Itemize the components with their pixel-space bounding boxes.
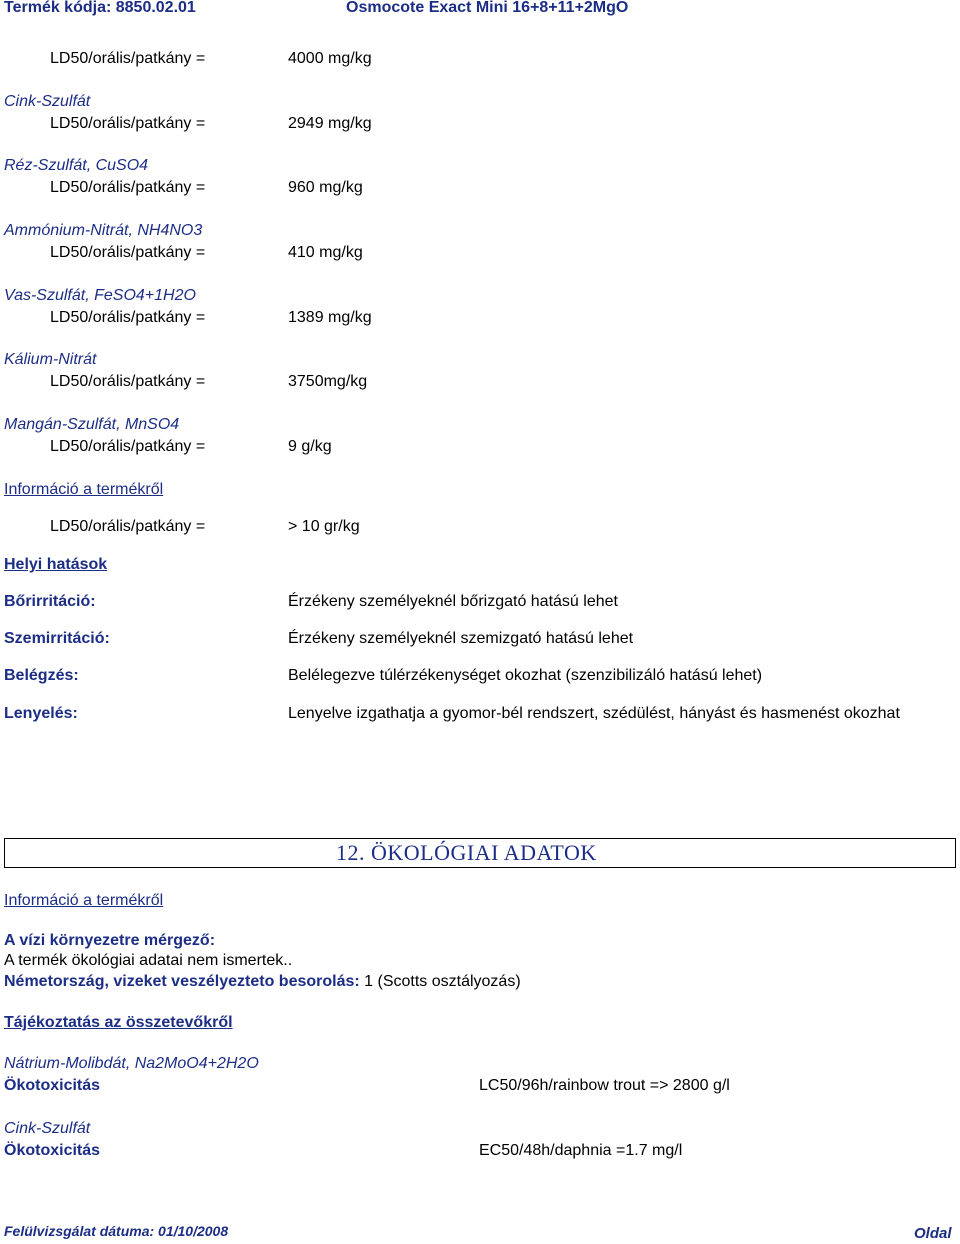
germany-classification [4,972,521,992]
effect-text: Érzékeny személyeknél szemizgató hatású lehet [288,630,634,647]
tox-value: 410 mg/kg [288,244,363,261]
substance-name: Ammónium-Nitrát, NH4NO3 [4,222,203,239]
ecotox-label: Ökotoxicitás [4,1077,101,1094]
tox-label: LD50/orális/patkány = [50,50,206,67]
page-label: Oldal [914,1225,952,1242]
substance-name: Vas-Szulfát, FeSO4+1H2O [4,287,196,304]
effect-text: Lenyelve izgathatja a gyomor-bél rendszert, szédülést, hányást és hasmenést okozhat [288,705,900,722]
product-code: Termék kódja: 8850.02.01 [4,0,196,16]
tox-value: 960 mg/kg [288,179,363,196]
component-substance: Nátrium-Molibdát, Na2MoO4+2H2O [4,1055,259,1072]
components-heading: Tájékoztatás az összetevőkről [4,1014,233,1031]
substance-name: Kálium-Nitrát [4,351,97,368]
effect-label: Szemirritáció: [4,630,110,647]
ecotox-value: EC50/48h/daphnia =1.7 mg/l [479,1142,683,1159]
tox-label: LD50/orális/patkány = [50,244,206,261]
local-effects-heading: Helyi hatások [4,556,108,573]
effect-label: Bőrirritáció: [4,593,96,610]
tox-label: LD50/orális/patkány = [50,438,206,455]
germany-label: Németország, vizeket veszélyezteto besorolás: [4,973,360,990]
aquatic-label: A vízi környezetre mérgező: [4,932,216,949]
effect-label: Belégzés: [4,667,79,684]
ecotox-value: LC50/96h/rainbow trout => 2800 g/l [479,1077,730,1094]
product-name: Osmocote Exact Mini 16+8+11+2MgO [346,0,629,16]
tox-value: 9 g/kg [288,438,332,455]
tox-label: LD50/orális/patkány = [50,518,206,535]
tox-label: LD50/orális/patkány = [50,373,206,390]
germany-value: 1 (Scotts osztályozás) [359,973,521,990]
substance-name: Cink-Szulfát [4,93,91,110]
effect-text: Belélegezve túlérzékenységet okozhat (szenzibilizáló hatású lehet) [288,667,763,684]
tox-value: 3750mg/kg [288,373,368,390]
tox-label: LD50/orális/patkány = [50,115,206,132]
substance-name: Mangán-Szulfát, MnSO4 [4,416,180,433]
effect-text: Érzékeny személyeknél bőrizgató hatású lehet [288,593,618,610]
tox-value: 2949 mg/kg [288,115,372,132]
ecotox-label: Ökotoxicitás [4,1142,101,1159]
effect-label: Lenyelés: [4,705,78,722]
component-substance: Cink-Szulfát [4,1120,91,1137]
section-title: 12. ÖKOLÓGIAI ADATOK [336,840,597,865]
tox-value: 4000 mg/kg [288,50,372,67]
tox-value: 1389 mg/kg [288,309,372,326]
tox-value: > 10 gr/kg [288,518,360,535]
product-info-heading: Információ a termékről [4,481,164,498]
eco-info-heading: Információ a termékről [4,892,164,909]
review-date: Felülvizsgálat dátuma: 01/10/2008 [4,1223,229,1239]
aquatic-text: A termék ökológiai adatai nem ismertek.. [4,952,293,969]
tox-label: LD50/orális/patkány = [50,309,206,326]
tox-label: LD50/orális/patkány = [50,179,206,196]
substance-name: Réz-Szulfát, CuSO4 [4,157,149,174]
